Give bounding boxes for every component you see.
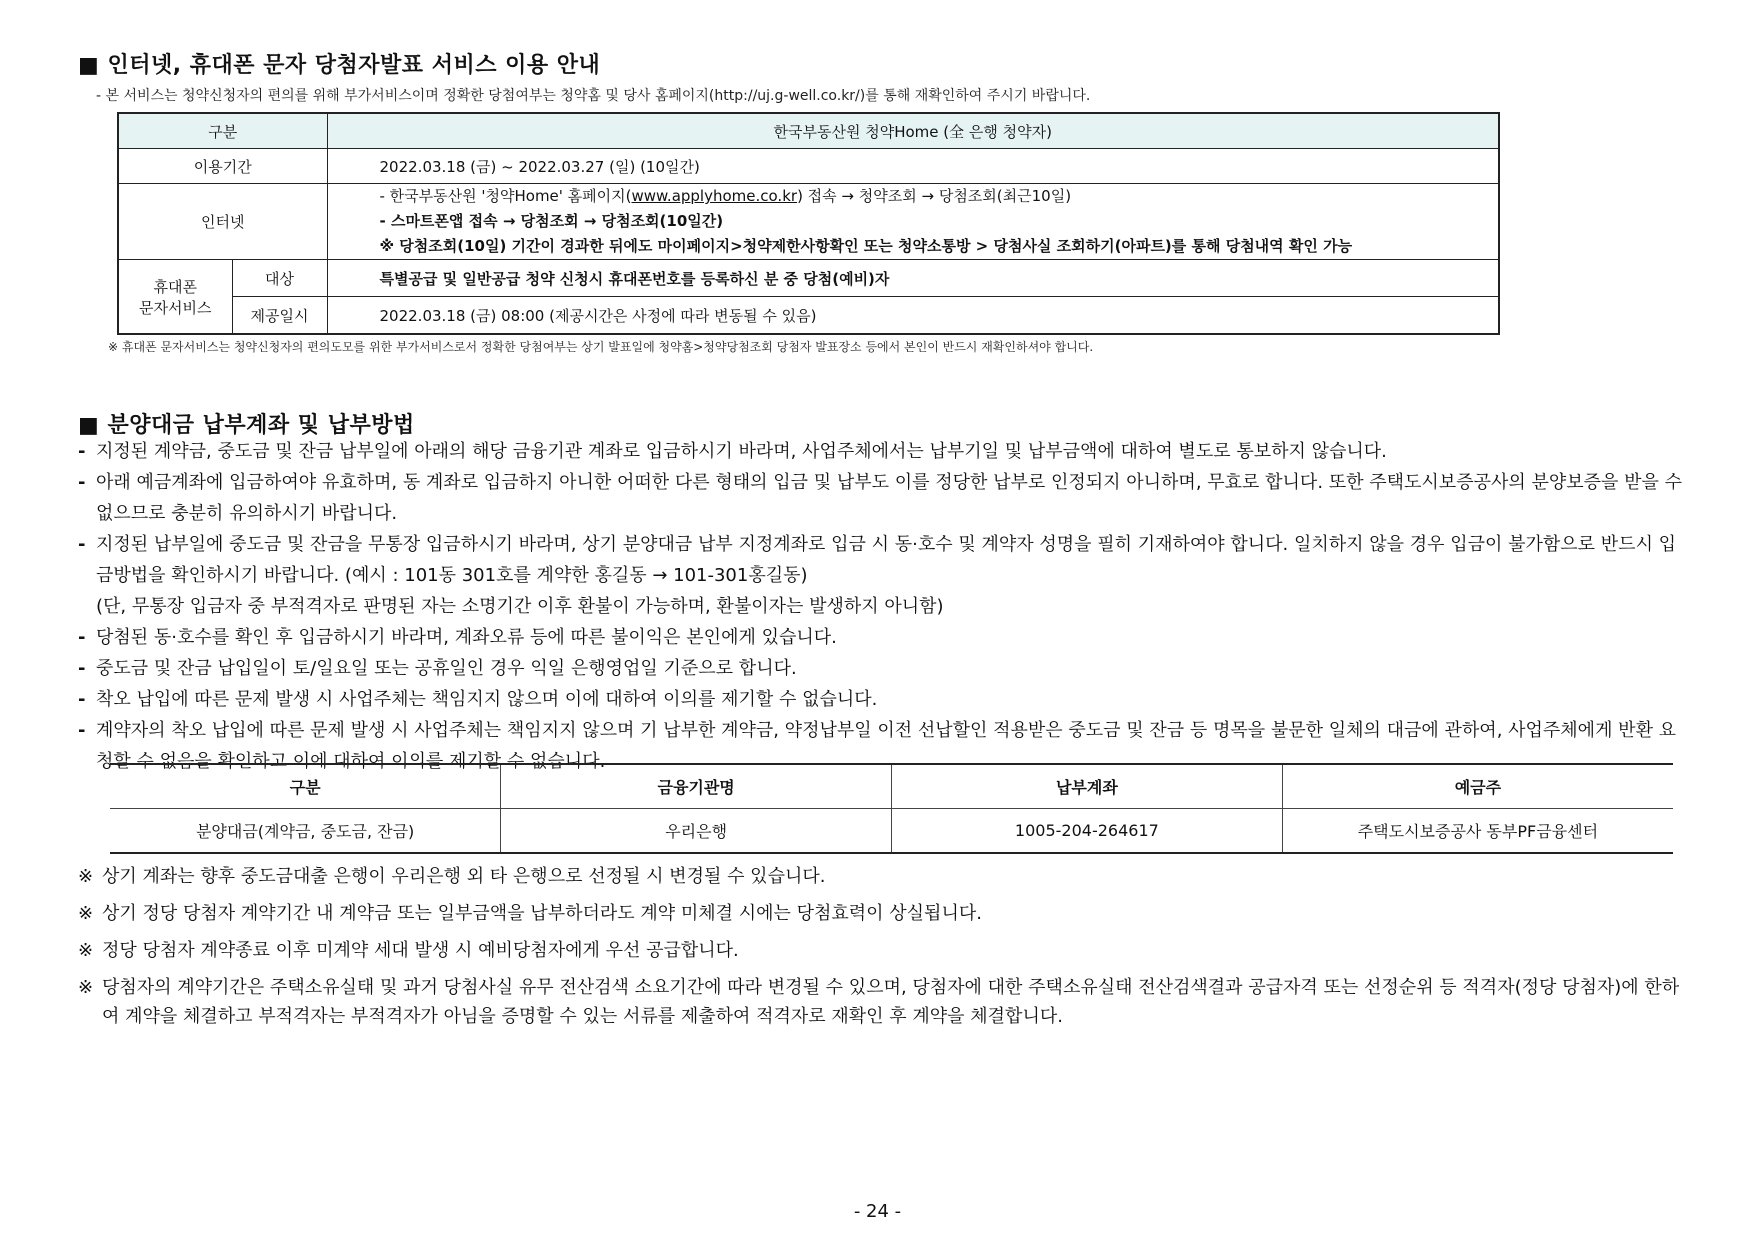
account-category: 분양대금(계약금, 중도금, 잔금) <box>110 809 501 854</box>
bullet-text: 지정된 납부일에 중도금 및 잔금을 무통장 입금하시기 바라며, 상기 분양대금 납부 지정계좌로 입금 시 동·호수 및 계약자 성명을 필히 기재하여야 합니다. 일치하지 않을 경우 입금이 불가함으로 반드시 입금방법을 확인하시기 바랍니다. (예시 : 101동 301호를 계약한 홍길동 → 101-301홍길동) <box>96 534 1677 586</box>
account-header-account: 납부계좌 <box>892 764 1283 809</box>
account-bank: 우리은행 <box>501 809 892 854</box>
internet-line-1-suffix: ) 접속 → 청약조회 → 당첨조회(최근10일) <box>797 187 1072 205</box>
period-label: 이용기간 <box>118 149 327 184</box>
list-item: - 착오 납입에 따른 문제 발생 시 사업주체는 책임지지 않으며 이에 대하여 이의를 제기할 수 없습니다. <box>78 684 1690 715</box>
list-item: - 아래 예금계좌에 입금하여야 유효하며, 동 계좌로 입금하지 아니한 어떠한 다른 형태의 입금 및 납부도 이를 정당한 납부로 인정되지 아니하며, 무효로 합니다. 또한 주택도시보증공사의 분양보증을 받을 수 없으므로 충분히 유의하시기 바랍니다. <box>78 467 1690 529</box>
account-holder: 주택도시보증공사 동부PF금융센터 <box>1282 809 1673 854</box>
bullet-text: 아래 예금계좌에 입금하여야 유효하며, 동 계좌로 입금하지 아니한 어떠한 다른 형태의 입금 및 납부도 이를 정당한 납부로 인정되지 아니하며, 무효로 합니다. 또한 주택도시보증공사의 분양보증을 받을 수 없으므로 충분히 유의하시기 바랍니다. <box>96 472 1683 524</box>
announcement-service-table <box>117 112 1500 335</box>
bullet-text: 지정된 계약금, 중도금 및 잔금 납부일에 아래의 해당 금융기관 계좌로 입금하시기 바라며, 사업주체에서는 납부기일 및 납부금액에 대하여 별도로 통보하지 않습니다. <box>96 441 1387 462</box>
note-text: 상기 계좌는 향후 중도금대출 은행이 우리은행 외 타 은행으로 선정될 시 변경될 수 있습니다. <box>102 866 826 887</box>
list-item: - 지정된 납부일에 중도금 및 잔금을 무통장 입금하시기 바라며, 상기 분양대금 납부 지정계좌로 입금 시 동·호수 및 계약자 성명을 필히 기재하여야 합니다. 일치하지 않을 경우 입금이 불가함으로 반드시 입금방법을 확인하시기 바랍니다. (예시 : 101동 301호를 계약한 홍길동 → 101-301홍길동) (단, 무통장 입금자 중 부적격자로 판명된 자는 소명기간 이후 환불이 가능하며, 환불이자는 발생하지 아니함) <box>78 534 1677 617</box>
bullet-text: 중도금 및 잔금 납입일이 토/일요일 또는 공휴일인 경우 익일 은행영업일 기준으로 합니다. <box>96 658 797 679</box>
mobile-label-line-2: 문자서비스 <box>139 298 212 317</box>
bullet-text: 당첨된 동·호수를 확인 후 입금하시기 바라며, 계좌오류 등에 따른 불이익은 본인에게 있습니다. <box>96 627 837 648</box>
internet-line-1 <box>380 184 1489 209</box>
provide-label: 제공일시 <box>232 297 327 335</box>
account-header-holder: 예금주 <box>1282 764 1673 809</box>
internet-label: 인터넷 <box>118 184 327 260</box>
table-row <box>118 260 1499 297</box>
account-table-header <box>110 764 1673 809</box>
list-item <box>78 973 1690 1031</box>
list-item: - 당첨된 동·호수를 확인 후 입금하시기 바라며, 계좌오류 등에 따른 불이익은 본인에게 있습니다. <box>78 622 1690 653</box>
table-row <box>118 149 1499 184</box>
bullet-extra-text: (단, 무통장 입금자 중 부적격자로 판명된 자는 소명기간 이후 환불이 가능하며, 환불이자는 발생하지 아니함) <box>96 596 944 617</box>
bullet-text: 계약자의 착오 납입에 따른 문제 발생 시 사업주체는 책임지지 않으며 기 납부한 계약금, 약정납부일 이전 선납할인 적용받은 중도금 및 잔금 등 명목을 불문한 일체의 대금에 관하여, 사업주체에게 반환 요청할 수 없음을 확인하고 이에 대하여 이의를 제기할 수 없습니다. <box>96 720 1677 772</box>
section2-title: ■ 분양대금 납부계좌 및 납부방법 <box>78 413 415 438</box>
table-row <box>118 184 1499 260</box>
table-header-row <box>118 113 1499 149</box>
header-category: 구분 <box>118 113 327 149</box>
page-number: - 24 - <box>853 1201 902 1222</box>
internet-line-1-prefix: - 한국부동산원 '청약Home' 홈페이지( <box>379 187 632 205</box>
table-row <box>118 297 1499 335</box>
target-value: 특별공급 및 일반공급 청약 신청시 휴대폰번호를 등록하신 분 중 당첨(예비)자 <box>327 260 1499 297</box>
internet-details <box>327 184 1499 260</box>
header-service: 한국부동산원 청약Home (全 은행 청약자) <box>327 113 1499 149</box>
list-item: - 계약자의 착오 납입에 따른 문제 발생 시 사업주체는 책임지지 않으며 기 납부한 계약금, 약정납부일 이전 선납할인 적용받은 중도금 및 잔금 등 명목을 불문한 일체의 대금에 관하여, 사업주체에게 반환 요청할 수 없음을 확인하고 이에 대하여 이의를 제기할 수 없습니다. <box>78 715 1690 777</box>
list-item: - 중도금 및 잔금 납입일이 토/일요일 또는 공휴일인 경우 익일 은행영업일 기준으로 합니다. <box>78 653 1690 684</box>
payment-notes <box>78 862 1690 1039</box>
applyhome-link[interactable]: www.applyhome.co.kr <box>631 187 798 205</box>
list-item <box>78 936 1690 965</box>
payment-bullet-list <box>78 436 1690 777</box>
period-value: 2022.03.18 (금) ~ 2022.03.27 (일) (10일간) <box>327 149 1499 184</box>
account-header-category: 구분 <box>110 764 501 809</box>
list-item <box>78 899 1690 928</box>
account-header-bank: 금융기관명 <box>501 764 892 809</box>
list-item: - 지정된 계약금, 중도금 및 잔금 납부일에 아래의 해당 금융기관 계좌로 입금하시기 바라며, 사업주체에서는 납부기일 및 납부금액에 대하여 별도로 통보하지 않습니다. <box>78 436 1690 467</box>
bullet-text: 착오 납입에 따른 문제 발생 시 사업주체는 책임지지 않으며 이에 대하여 이의를 제기할 수 없습니다. <box>96 689 878 710</box>
note-mark: ※ <box>78 866 94 887</box>
note-mark: ※ <box>78 903 94 924</box>
internet-line-2: - 스마트폰앱 접속 → 당첨조회 → 당첨조회(10일간) <box>379 212 724 230</box>
section1-note: - 본 서비스는 청약신청자의 편의를 위해 부가서비스이며 정확한 당첨여부는 청약홈 및 당사 홈페이지(http://uj.g-well.co.kr/)를 통해 재확인하여 주시기 바랍니다. <box>96 88 1091 104</box>
note-text: 당첨자의 계약기간은 주택소유실태 및 과거 당첨사실 유무 전산검색 소요기간에 따라 변경될 수 있으며, 당첨자에 대한 주택소유실태 전산검색결과 공급자격 또는 선정순위 등 적격자(정당 당첨자)에 한하여 계약을 체결하고 부적격자는 부적격자가 아님을 증명할 수 있는 서류를 제출하여 적격자로 재확인 후 계약을 체결합니다. <box>102 977 1680 1027</box>
note-mark: ※ <box>78 977 94 998</box>
target-label: 대상 <box>232 260 327 297</box>
mobile-label-line-1: 휴대폰 <box>153 277 197 296</box>
mobile-service-label <box>118 260 232 335</box>
account-table <box>110 763 1673 854</box>
table-row <box>110 809 1673 854</box>
account-number: 1005-204-264617 <box>892 809 1283 854</box>
note-text: 상기 정당 당첨자 계약기간 내 계약금 또는 일부금액을 납부하더라도 계약 미체결 시에는 당첨효력이 상실됩니다. <box>102 903 982 924</box>
note-mark: ※ <box>78 940 94 961</box>
internet-line-3: ※ 당첨조회(10일) 기간이 경과한 뒤에도 마이페이지>청약제한사항확인 또는 청약소통방 > 당첨사실 조회하기(아파트)를 통해 당첨내역 확인 가능 <box>379 237 1353 255</box>
note-text: 정당 당첨자 계약종료 이후 미계약 세대 발생 시 예비당첨자에게 우선 공급합니다. <box>102 940 739 961</box>
mobile-service-small-note: ※ 휴대폰 문자서비스는 청약신청자의 편의도모를 위한 부가서비스로서 정확한 당첨여부는 상기 발표일에 청약홈>청약당첨조회 당첨자 발표장소 등에서 본인이 반드시 재확인하셔야 합니다. <box>108 340 1094 354</box>
list-item <box>78 862 1690 891</box>
section1-title: ■ 인터넷, 휴대폰 문자 당첨자발표 서비스 이용 안내 <box>78 53 601 78</box>
provide-value: 2022.03.18 (금) 08:00 (제공시간은 사정에 따라 변동될 수 있음) <box>327 297 1499 335</box>
